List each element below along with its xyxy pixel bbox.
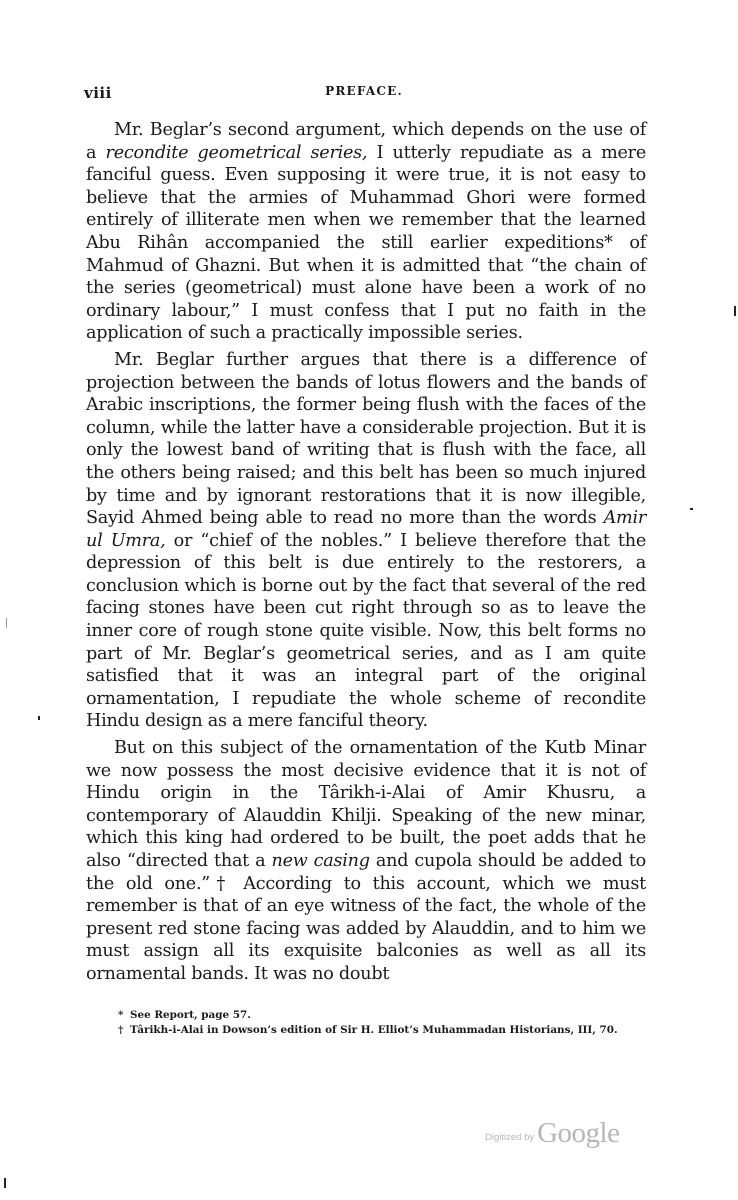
paragraph-2-text-b: or “chief of the nobles.” I believe therefore that the depression of this belt is due entirely to the restorers, a conclusion which is borne out by the fact that several of the red facing stones have been cut right through so as to leave the inner core of rough stone quite visible. Now, this belt forms no part of Mr. Beglar’s geometrical series, and as I am quite satisfied that it was an integral part of the original ornamentation, I repudiate the whole scheme of recondite Hindu design as a mere fanciful theory. bbox=[86, 530, 646, 732]
paragraph-3-text-b: and cupola should be added to the old one.”† According to this account, which we must remember is that of an eye witness of the fact, the whole of the present red stone facing was added by Alauddin, and to him we must assign all its exquisite balconies as well as all its ornamental bands. It was no doubt bbox=[86, 851, 646, 984]
footnote-2-mark: † bbox=[118, 1024, 124, 1036]
footnote-1-text: See Report, page 57. bbox=[130, 1009, 251, 1021]
footnote-1 bbox=[118, 1008, 648, 1023]
page-heading: PREFACE. bbox=[325, 84, 403, 98]
paragraph-1 bbox=[86, 119, 646, 345]
paragraph-2-italic: Amir ul Umra, bbox=[86, 508, 646, 551]
digitized-watermark bbox=[485, 1117, 619, 1150]
scan-speck bbox=[38, 716, 40, 720]
running-head bbox=[84, 84, 644, 106]
scan-speck bbox=[734, 306, 736, 316]
footnote-1-mark: * bbox=[118, 1009, 124, 1021]
paragraph-3-text-a: But on this subject of the ornamentation of the Kutb Minar we now possess the most decisive evidence that it is not of Hindu origin in the Târikh-i-Alai of Amir Khusru, a contemporary of Alauddin Khilji. Speaking of the new minar, which this king had ordered to be built, the poet adds that he also “directed that a bbox=[86, 738, 646, 871]
paragraph-2 bbox=[86, 349, 646, 733]
paragraph-3-italic: new casing bbox=[271, 851, 370, 871]
watermark-prefix: Digitized by bbox=[485, 1132, 535, 1143]
scan-speck bbox=[6, 618, 7, 628]
paragraph-1-text-a: Mr. Beglar’s second argument, which depends on the use of a bbox=[86, 120, 646, 163]
page-number: viii bbox=[84, 84, 112, 102]
paragraph-1-italic: recondite geometrical series, bbox=[105, 142, 368, 163]
footnote-2-text: Târikh-i-Alai in Dowson’s edition of Sir H. Elliot’s Muhammadan Historians, III, 70. bbox=[130, 1024, 618, 1036]
body-text bbox=[86, 119, 646, 990]
paragraph-2-text-a: Mr. Beglar further argues that there is a difference of projection between the bands of lotus flowers and the bands of Arabic inscriptions, the former being flush with the faces of the column, while the latter have a considerable projection. But it is only the lowest band of writing that is flush with the face, all the others being raised; and this belt has been so much injured by time and by ignorant restorations that it is now illegible, Sayid Ahmed being able to read no more than the words bbox=[86, 349, 646, 529]
scan-speck bbox=[690, 508, 693, 510]
google-logo: Google bbox=[537, 1117, 620, 1149]
footnotes bbox=[118, 1008, 648, 1038]
footnote-2 bbox=[118, 1023, 648, 1038]
paragraph-3 bbox=[86, 737, 646, 986]
paragraph-1-text-b: I utterly repudiate as a mere fanciful guess. Even supposing it were true, it is not easy to believe that the armies of Muhammad Ghori were formed entirely of illiterate men when we remember that the learned Abu Rihân accompanied the still earlier expeditions* of Mahmud of Ghazni. But when it is admitted that “the chain of the series (geometrical) must alone have been a work of no ordinary labour,” I must confess that I put no faith in the application of such a practically impossible series. bbox=[86, 142, 646, 344]
scan-speck bbox=[4, 1178, 6, 1188]
